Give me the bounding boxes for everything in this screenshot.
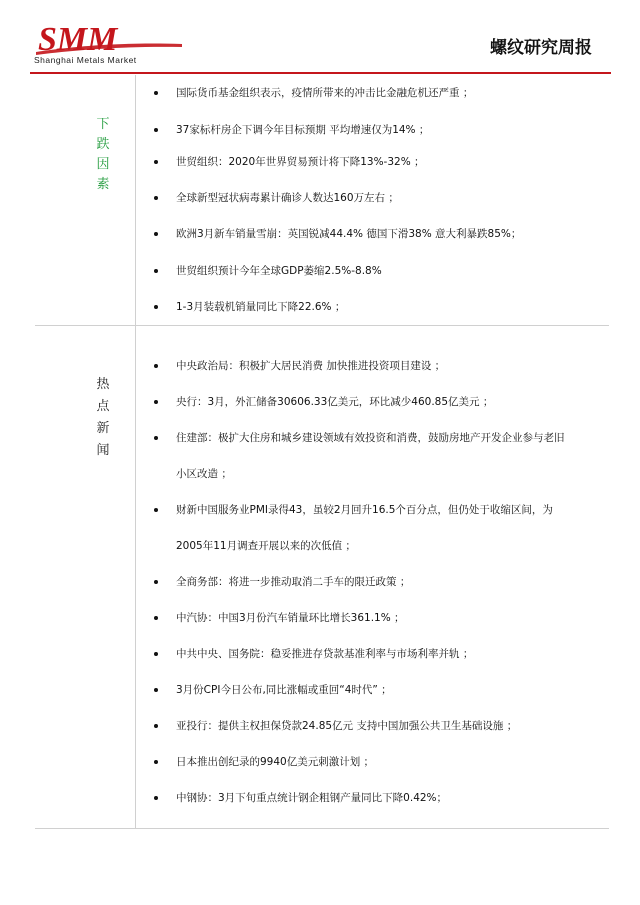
list-item: 全球新型冠状病毒累计确诊人数达160万左右 ； <box>136 188 609 224</box>
list-item: 财新中国服务业PMI录得43，虽较2月回升16.5个百分点，但仍处于收缩区间，为 2005年11月调查开展以来的次低值 ； <box>136 492 609 564</box>
page-header <box>0 0 640 80</box>
hot-news-label: 热 点 新 闻 <box>96 377 110 458</box>
list-item: 中钢协：3月下旬重点统计钢企粗钢产量同比下降0.42%； <box>136 780 609 816</box>
logo-subtitle: Shanghai Metals Market <box>34 55 137 65</box>
list-item: 全商务部：将进一步推动取消二手车的限迁政策 ； <box>136 564 609 600</box>
list-item: 亚投行：提供主权担保贷款24.85亿元 支持中国加强公共卫生基础设施 ； <box>136 708 609 744</box>
header-rule <box>30 72 611 74</box>
hot-news-label-cell <box>35 326 136 828</box>
content-table <box>35 75 609 829</box>
hot-news-list <box>136 326 609 828</box>
hot-news-section <box>35 325 609 829</box>
list-item: 住建部：极扩大住房和城乡建设领域有效投资和消费，鼓励房地产开发企业参与老旧 小区改造 ； <box>136 420 609 492</box>
list-item: 中共中央、国务院：稳妥推进存贷款基准利率与市场利率并轨 ； <box>136 636 609 672</box>
logo-text: SMM <box>38 22 118 58</box>
list-item: 37家标杆房企下调今年目标预期 平均增速仅为14% ； <box>136 120 609 152</box>
list-item: 欧洲3月新车销量雪崩：英国锐减44.4% 德国下滑38% 意大利暴跌85%； <box>136 224 609 261</box>
list-item: 中央政治局：积极扩大居民消费 加快推进投资项目建设 ； <box>136 356 609 392</box>
list-item: 1-3月装载机销量同比下降22.6% ； <box>136 297 609 323</box>
list-item: 日本推出创纪录的9940亿美元刺激计划 ； <box>136 744 609 780</box>
falling-factors-section <box>35 75 609 325</box>
list-item: 国际货币基金组织表示，疫情所带来的冲击比金融危机还严重 ； <box>136 83 609 120</box>
falling-factors-label-cell <box>35 75 136 325</box>
falling-factors-label: 下 跌 因 素 <box>96 117 110 192</box>
list-item: 中汽协：中国3月份汽车销量环比增长361.1% ； <box>136 600 609 636</box>
list-item: 世贸组织：2020年世界贸易预计将下降13%-32% ； <box>136 152 609 188</box>
list-item: 3月份CPI今日公布,同比涨幅或重回“4时代” ； <box>136 672 609 708</box>
list-item: 世贸组织预计今年全球GDP萎缩2.5%-8.8% <box>136 261 609 297</box>
falling-factors-list <box>136 75 609 325</box>
report-title: 螺纹研究周报 <box>490 38 592 58</box>
list-item: 央行：3月，外汇储备30606.33亿美元，环比减少460.85亿美元 ； <box>136 392 609 428</box>
